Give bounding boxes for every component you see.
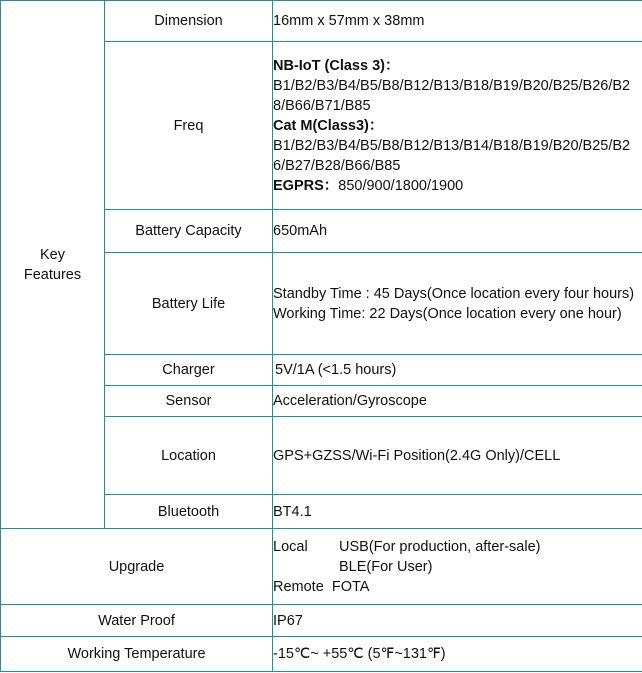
freq-label: Freq [105,42,273,210]
charger-value: 5V/1A (<1.5 hours) [273,355,642,386]
water-proof-label: Water Proof [1,605,273,637]
standby-time: Standby Time : 45 Days(Once location every four hours) [273,285,635,302]
battery-capacity-label: Battery Capacity [105,210,273,253]
charger-label: Charger [105,355,273,386]
working-temperature-label: Working Temperature [1,637,273,672]
dimension-value: 16mm x 57mm x 38mm [273,1,642,42]
key-features-group-label [1,1,105,529]
upgrade-label: Upgrade [1,529,273,605]
upgrade-local-usb: USB(For production, after-sale) [339,538,541,555]
upgrade-remote-value: FOTA [331,578,370,595]
row-dimension [1,1,642,42]
dimension-label: Dimension [105,1,273,42]
nbiot-title: NB-IoT (Class 3)： [273,57,400,74]
water-proof-value: IP67 [273,605,642,637]
egprs-bands: 850/900/1800/1900 [338,177,464,194]
catm-bands: B1/B2/B3/B4/B5/B8/B12/B13/B14/B18/B19/B20/B25/B26/B27/B28/B66/B85 [273,137,631,174]
catm-title: Cat M(Class3)： [273,117,384,134]
sensor-value: Acceleration/Gyroscope [273,386,642,417]
row-upgrade [1,529,642,605]
battery-capacity-value: 650mAh [273,210,642,253]
freq-value [273,42,642,210]
upgrade-remote-label: Remote [273,578,324,595]
row-water-proof [1,605,642,637]
upgrade-value [273,529,642,605]
working-temperature-value: -15℃~ +55℃ (5℉~131℉) [273,637,642,672]
upgrade-local-ble: BLE(For User) [339,558,433,575]
group-label-line1: Key [40,246,65,263]
bluetooth-value: BT4.1 [273,495,642,529]
sensor-label: Sensor [105,386,273,417]
bluetooth-label: Bluetooth [105,495,273,529]
row-working-temperature [1,637,642,672]
location-value: GPS+GZSS/Wi-Fi Position(2.4G Only)/CELL [273,417,642,495]
battery-life-value [273,253,642,355]
location-label: Location [105,417,273,495]
upgrade-local-label: Local [273,538,308,555]
nbiot-bands: B1/B2/B3/B4/B5/B8/B12/B13/B18/B19/B20/B25/B26/B28/B66/B71/B85 [273,77,631,114]
battery-life-label: Battery Life [105,253,273,355]
working-time: Working Time: 22 Days(Once location every one hour) [273,305,622,322]
egprs-title: EGPRS： [273,177,339,194]
group-label-line2: Features [23,266,82,283]
